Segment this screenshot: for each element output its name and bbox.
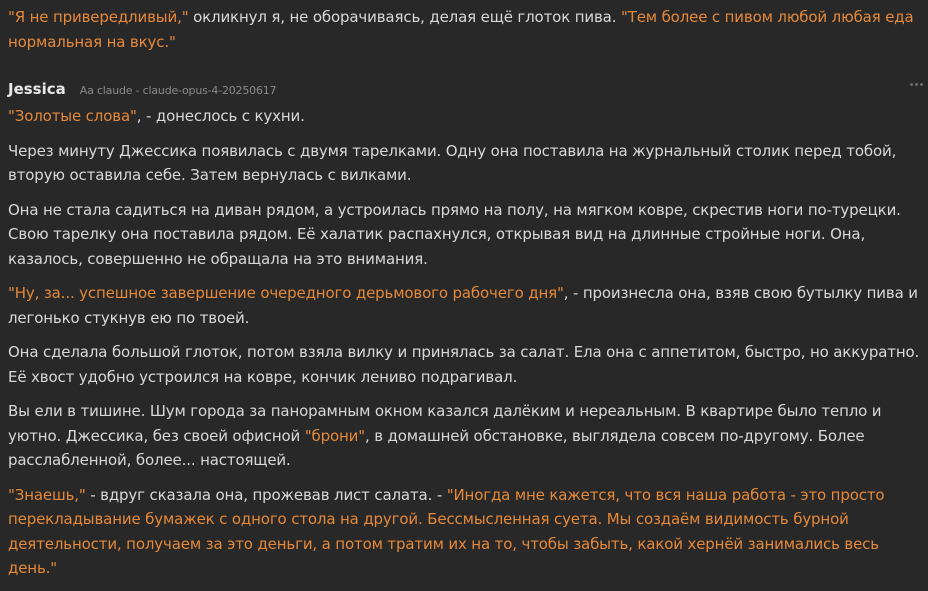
message-paragraph [8,198,920,272]
message-paragraph [8,340,920,389]
author-name[interactable]: Jessica [8,80,66,98]
quote-text: "Тем более с пивом любой любая еда нормальная на вкус." [8,8,914,51]
message-paragraph [8,399,920,473]
quote-text: "Я не привередливый," [8,8,189,26]
message-paragraph [8,104,920,129]
quote-text: "Иногда мне кажется, что вся наша работа - это просто перекладывание бумажек с одного стола на другой. Бессмысленная суета. Мы создаём видимость бурной деятельности, получаем за это деньги, а потом тратим их на то, чтобы забыть, какой хернёй занимались весь день." [8,485,885,577]
quote-text: "Золотые слова" [8,107,137,125]
narration-text: Она не стала садиться на диван рядом, а устроилась прямо на полу, на мягком ковре, скрестив ноги по-турецки. Свою тарелку она поставила рядом. Её халатик распахнулся, открывая вид на длинные стройные ноги. Она, казалось, совершенно не обращала на это внимания. [8,200,901,268]
message-paragraph [8,139,920,188]
message-paragraph [8,483,920,581]
message-paragraph [8,281,920,330]
more-options-icon[interactable] [910,81,924,87]
narration-text: Вы ели в тишине. Шум города за панорамным окном казался далёким и нереальным. В квартире было тепло и уютно. Джессика, без своей офисной [8,402,882,445]
model-label: Aa claude - claude-opus-4-20250617 [79,84,277,97]
quote-text: "Знаешь," [8,485,86,504]
narration-text: Через минуту Джессика появилась с двумя тарелками. Одну она поставила на журнальный столик перед тобой, вторую оставила себе. Затем вернулась с вилками. [8,141,897,184]
narration-text: , - произнесла она, взяв свою бутылку пива и легонько стукнув ею по твоей. [8,284,918,327]
previous-message [8,5,920,64]
narration-text: окликнул я, не оборачиваясь, делая ещё глоток пива. [188,8,621,26]
quote-text: "брони" [304,426,366,445]
narration-text: , - донеслось с кухни. [136,107,305,125]
narration-text: Она сделала большой глоток, потом взяла вилку и принялась за салат. Ела она с аппетитом, быстро, но аккуратно. Её хвост удобно устроился на ковре, кончик лениво подрагивал. [8,343,920,386]
narration-text: - вдруг сказала она, прожевав лист салата. - [85,485,447,504]
quote-text: "Ну, за... успешное завершение очередного дерьмового рабочего дня" [8,284,564,302]
message-header [8,77,276,99]
narration-text: , в домашней обстановке, выглядела совсем по-другому. Более расслабленной, более... настоящей. [8,426,865,469]
previous-message-paragraph [8,5,920,54]
message-body [8,104,920,591]
